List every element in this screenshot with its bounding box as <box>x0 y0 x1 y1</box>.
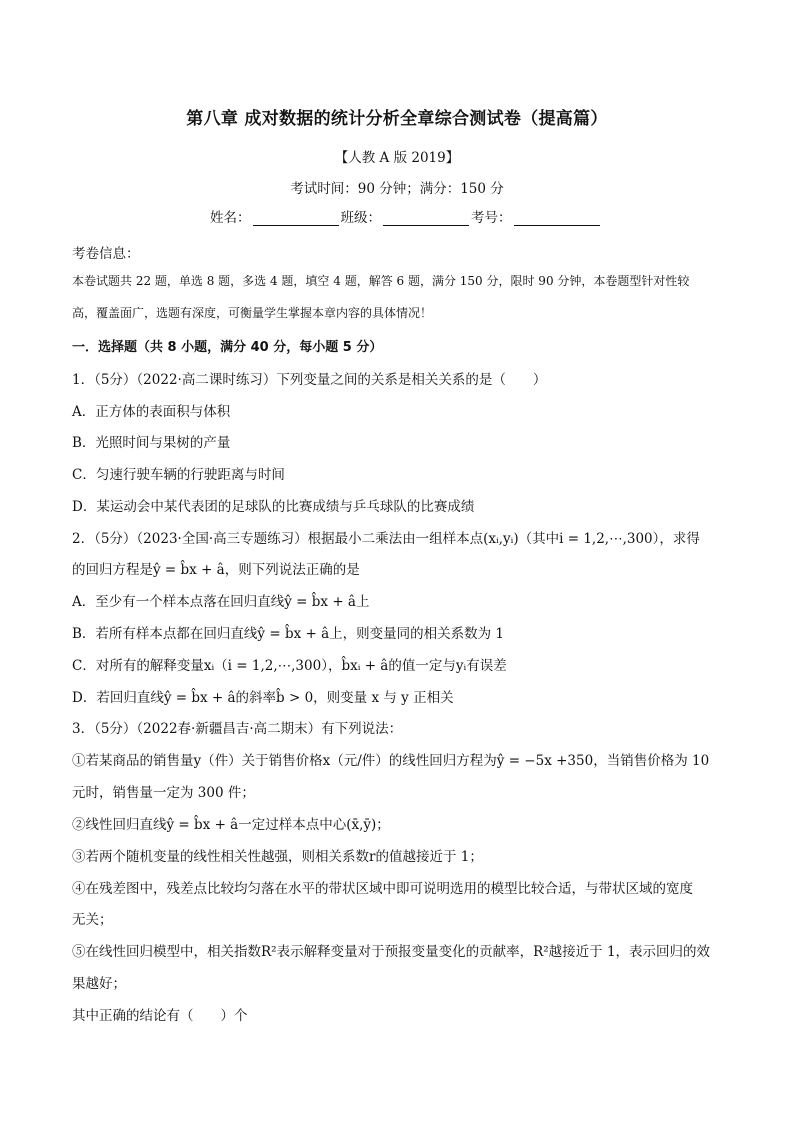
number-label: 考号： <box>471 210 512 226</box>
info-line-1: 本卷试题共 22 题，单选 8 题，多选 4 题，填空 4 题，解答 6 题，满分 150 分，限时 90 分钟，本卷题型针对性较 <box>72 274 690 288</box>
q1-option-d: D．某运动会中某代表团的足球队的比赛成绩与乒乓球队的比赛成绩 <box>72 499 475 515</box>
q3-statement-2: ②线性回归直线ŷ = b̂x + â一定过样本点中心(x̄,ȳ)； <box>72 817 390 833</box>
q3-statement-5-line-1: ⑤在线性回归模型中，相关指数R²表示解释变量对于预报变量变化的贡献率，R²越接近于 1，表示回归的效 <box>72 944 711 960</box>
edition-label: 【人教 A 版 2019】 <box>334 150 460 166</box>
q3-statement-4-line-2: 无关； <box>72 912 113 928</box>
q2-option-a: A．至少有一个样本点落在回归直线ŷ = b̂x + â上 <box>72 594 370 610</box>
exam-info: 考试时间：90 分钟；满分：150 分 <box>290 181 504 197</box>
q3-statement-1-line-2: 元时，销售量一定为 300 件； <box>72 785 255 801</box>
class-label: 班级： <box>340 210 381 226</box>
name-label: 姓名： <box>210 210 251 226</box>
q2-stem-line-2: 的回归方程是ŷ = b̂x + â，则下列说法正确的是 <box>72 562 360 578</box>
q2-option-c: C．对所有的解释变量xᵢ（i = 1,2,⋯,300），b̂xᵢ + â的值一定与yᵢ有误差 <box>72 658 507 674</box>
q3-statement-5-line-2: 果越好； <box>72 976 126 992</box>
q3-stem: 3．（5分）（2022春·新疆昌吉·高二期末）有下列说法： <box>72 721 403 737</box>
q1-option-c: C．匀速行驶车辆的行驶距离与时间 <box>72 467 285 483</box>
q2-stem-line-1: 2．（5分）（2023·全国·高三专题练习）根据最小二乘法由一组样本点(xᵢ,yᵢ)（其中i = 1,2,⋯,300），求得 <box>72 531 700 547</box>
q3-statement-4-line-1: ④在残差图中，残差点比较均匀落在水平的带状区域中即可说明选用的模型比较合适，与带状区域的宽度 <box>72 881 693 897</box>
section-1-heading: 一．选择题（共 8 小题，满分 40 分，每小题 5 分） <box>72 340 383 355</box>
q3-question: 其中正确的结论有（ ）个 <box>72 1008 248 1024</box>
q2-option-d: D．若回归直线ŷ = b̂x + â的斜率b̂ > 0，则变量 x 与 y 正相关 <box>72 690 454 706</box>
class-blank[interactable] <box>383 210 469 226</box>
document-title: 第八章 成对数据的统计分析全章综合测试卷（提高篇） <box>186 109 608 129</box>
q1-option-a: A．正方体的表面积与体积 <box>72 404 231 420</box>
student-id-row <box>210 206 610 226</box>
info-heading: 考卷信息： <box>72 246 140 262</box>
number-blank[interactable] <box>514 210 600 226</box>
q2-option-b: B．若所有样本点都在回归直线ŷ = b̂x + â上，则变量同的相关系数为 1 <box>72 626 505 642</box>
q1-stem: 1．（5分）（2022·高二课时练习）下列变量之间的关系是相关关系的是（ ） <box>72 372 547 388</box>
name-blank[interactable] <box>253 210 339 226</box>
info-line-2: 高，覆盖面广，选题有深度，可衡量学生掌握本章内容的具体情况！ <box>72 306 433 320</box>
q3-statement-3: ③若两个随机变量的线性相关性越强，则相关系数r的值越接近于 1； <box>72 849 483 865</box>
q1-option-b: B．光照时间与果树的产量 <box>72 435 231 451</box>
q3-statement-1-line-1: ①若某商品的销售量y（件）关于销售价格x（元/件）的线性回归方程为ŷ = −5x +350，当销售价格为 10 <box>72 753 710 769</box>
